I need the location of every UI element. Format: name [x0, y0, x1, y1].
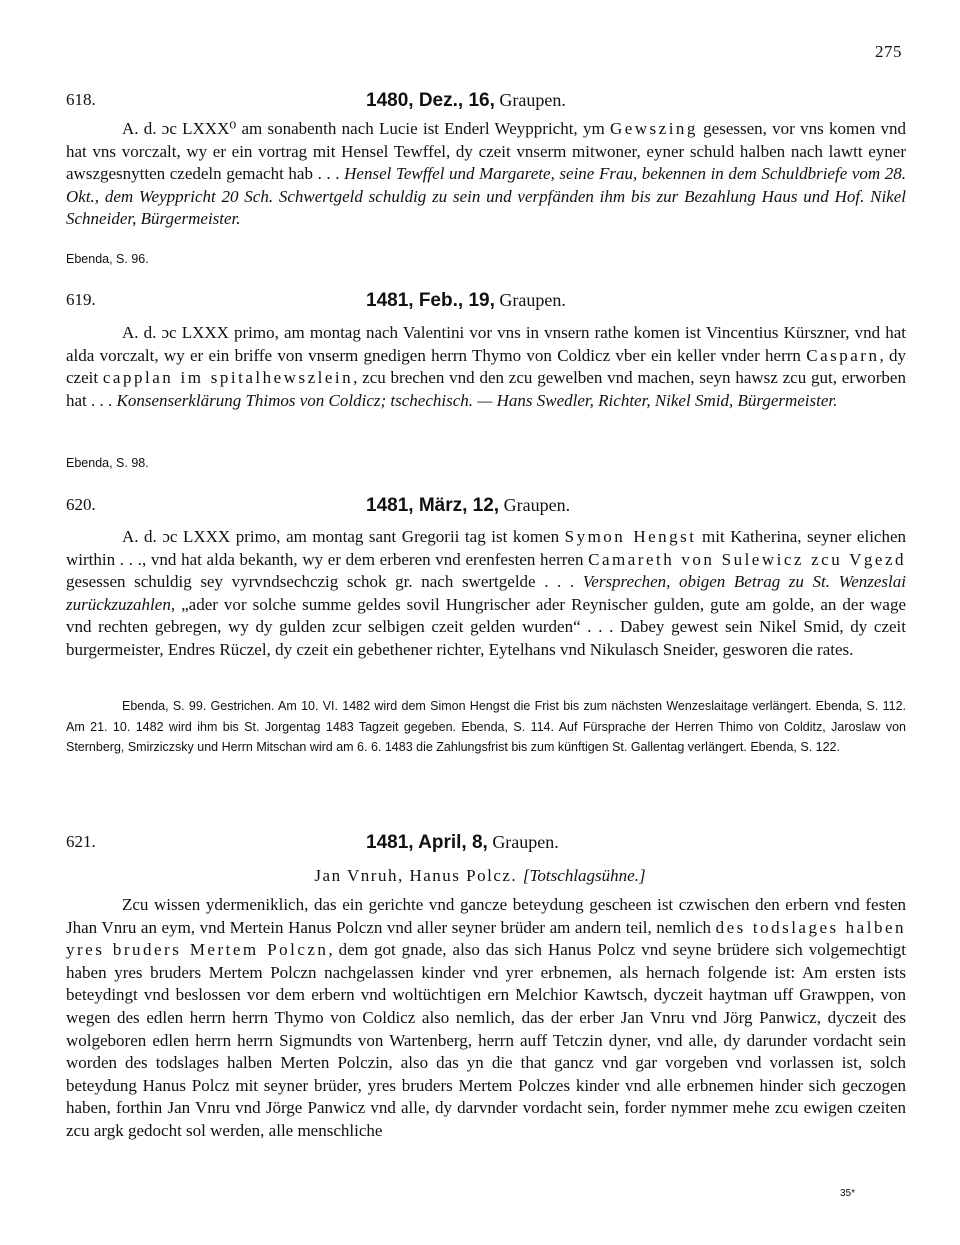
entry-621-heading — [66, 832, 902, 856]
entry-number: 619. — [66, 290, 96, 309]
entry-date: 1480, Dez., 16, Graupen. — [366, 90, 566, 111]
entry-date: 1481, April, 8, Graupen. — [366, 832, 559, 853]
entry-date: 1481, Feb., 19, Graupen. — [366, 290, 566, 311]
page-number: 275 — [875, 42, 902, 61]
entry-618-text: A. d. ɔc LXXX⁰ am sonabenth nach Lucie ist Enderl Weyppricht, ym Gewszing gesessen, vor vns komen vnd hat vns vorczalt, wy er ein vortrag mit Hensel Tewffel, dy czeit vnserm mitwoner, eyner schuld halben nach lawtt eyner awszgesnytten czedeln gemacht hab . . . Hensel Tewffel und Margarete, seine Frau, bekennen in dem Schuldbriefe vom 28. Okt., dem Weyppricht 20 Sch. Schwertgeld schuldig zu sein und verpfänden ihm bis zur Bezahlung Haus und Hof. Nikel Schneider, Bürgermeister. — [66, 119, 907, 229]
entry-620-text: A. d. ɔc LXXX primo, am montag sant Gregorii tag ist komen Symon Hengst mit Katherina, seyner elichen wirthin . . ., vnd hat alda bekanth, wy er dem erberen vnd erenfesten herren Camareth von Sulewicz zcu Vgezd gesessen schuldig sey vyrvndsechczig schok gr. nach swertgelde . . . Versprechen, obigen Betrag zu St. Wenzeslai zurückzuzahlen, „ader vor solche summe geldes sovil Hungrischer ader Reynischer gulden, gute am golde, an der wage vnd rechten gebregen, wy dy gulden zcur selbigen czeit gelden wurden“ . . . Dabey gewest sein Nikel Smid, dy czeit burgermeister, Endres Rüczel, dy czeit ein gebethener richter, Eytelhans vnd Nikulasch Sneider, gesworen die rates. — [66, 527, 907, 659]
entry-618-heading — [66, 90, 902, 114]
entry-619-heading — [66, 290, 902, 314]
entry-619-text: A. d. ɔc LXXX primo, am montag nach Valentini vor vns in vnsern rathe komen ist Vincentius Kürszner, vnd hat alda vorczalt, wy er ein briffe von vnserm gnedigen herrn Thymo von Coldicz vber ein keller vnder herrn Casparn, dy czeit capplan im spitalhewszlein, zcu brechen vnd den zcu gewelben vnd machen, seyn hawsz zcu gut, erworben hat . . . Konsenserklärung Thimos von Coldicz; tschechisch. — Hans Swedler, Richter, Nikel Smid, Bürgermeister. — [66, 323, 907, 410]
entry-620-note: Ebenda, S. 99. Gestrichen. Am 10. VI. 1482 wird dem Simon Hengst die Frist bis zum nächsten Wenzeslaitage verlängert. Ebenda, S. 112. Am 21. 10. 1482 wird ihm bis St. Jorgentag 1483 Tagzeit gegeben. Ebenda, S. 114. Auf Fürsprache der Herren Thimo von Colditz, Jaroslaw von Sternberg, Smirziczsky und Herrn Mitschan wird am 6. 6. 1483 die Zahlungsfrist bis zum künftigen St. Gallentag verlängert. Ebenda, S. 122. — [66, 699, 906, 754]
entry-620-heading — [66, 495, 902, 519]
entry-621-subtitle: Jan Vnruh, Hanus Polcz. [Totschlagsühne.] — [314, 866, 646, 885]
entry-number: 620. — [66, 495, 96, 514]
entry-619-source: Ebenda, S. 98. — [66, 456, 149, 470]
entry-number: 618. — [66, 90, 96, 109]
entry-621-text: Zcu wissen ydermeniklich, das ein gerichte vnd gancze beteydung gescheen ist czwischen den erbern vnd festen Jhan Vnru an eym, vnd Mertein Hanus Polczn vnd aller seyner brüder am andern teil, nemlich des todslages halben yres bruders Mertem Polczn, dem got gnade, also das sich Hanus Polcz vnd seyne brüdere sich volgemechtigt haben yres bruders Mertem Polczn nachgelassen kinder vnd yrer erbnemen, als hernach folgende ist: Am ersten ists beteydingt vnd beslossen vor dem erbern vnd woltüchtigen ern Melchior Kawtsch, dyczeit haytman uff Grawppen, von wegen des edlen herrn herrn Thymo von Coldicz also nemlich, das der erber Jan Vnru vnd Jörg Panwicz, dyczeit des wolgeboren edlen herrn herrn Sigmundts von Wartenberg, herrn auff Tetczin dyner, vnd alle, dy darunder vordacht sein worden des todslages halben Merten Polczin, also das yn die that gancz vnd gar vorgeben vnd vorlassen ist, solch beteydung Hanus Polcz mit seyner brüder, yres bruders Mertem Polczes kinder vnd alle erbnemen hinder sich geczogen haben, forthin Jan Vnru vnd Jörge Panwicz vnd alle, dy darvnder vordacht sein, forder nymmer mehe zcu ewigen czeiten zcu argk gedocht sol werden, alle menschliche — [66, 895, 907, 1140]
entry-date: 1481, März, 12, Graupen. — [366, 495, 571, 516]
entry-number: 621. — [66, 832, 96, 851]
signature-mark: 35* — [840, 1188, 856, 1199]
entry-618-source: Ebenda, S. 96. — [66, 252, 149, 266]
